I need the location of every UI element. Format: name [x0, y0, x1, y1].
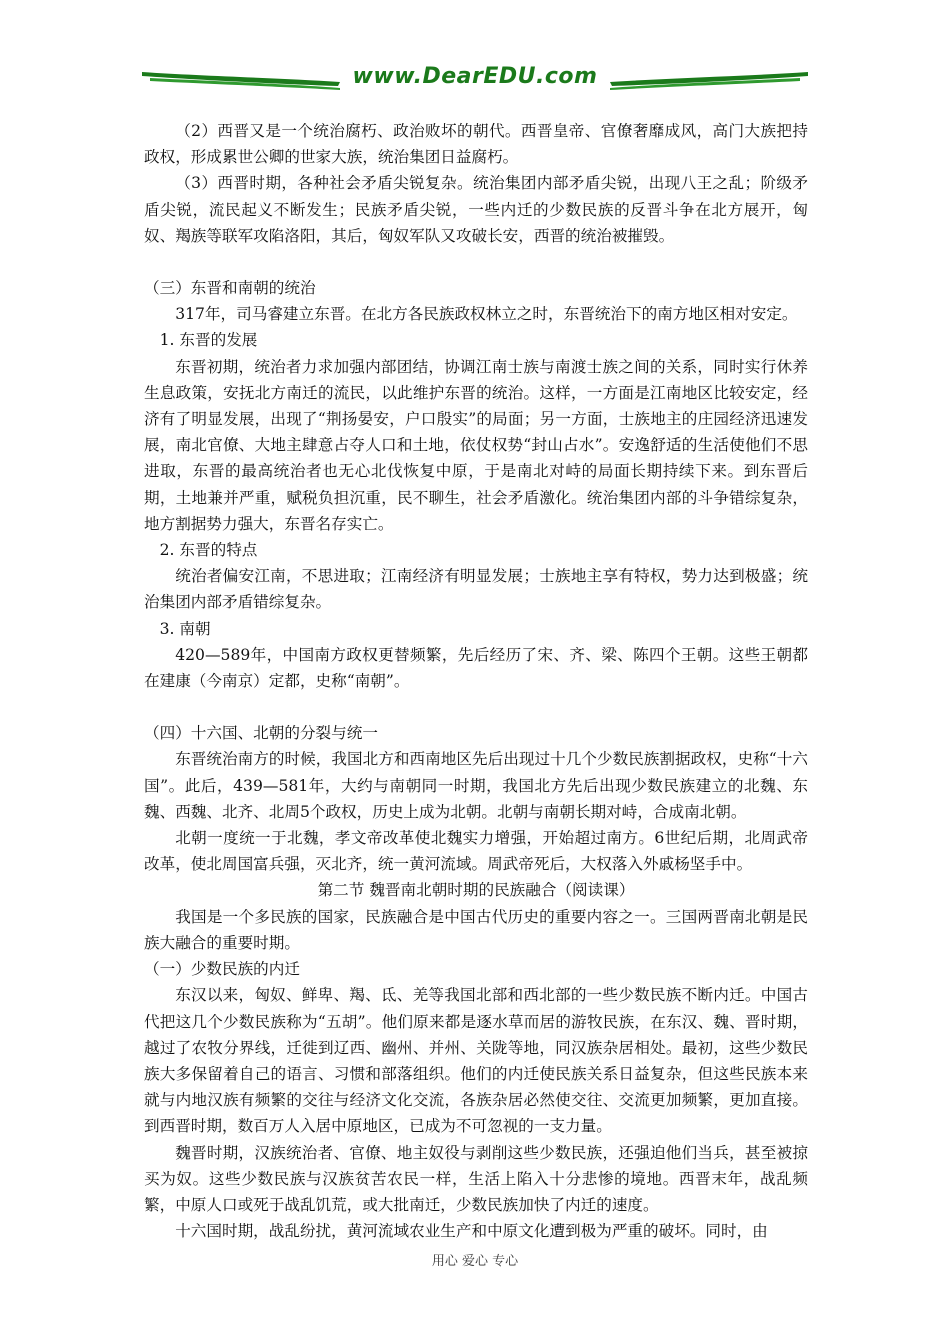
- paragraph: 魏晋时期，汉族统治者、官僚、地主奴役与剥削这些少数民族，还强迫他们当兵，甚至被掠买为奴。这些少数民族与汉族贫苦农民一样，生活上陷入十分悲惨的境地。西晋末年，战乱频繁，中原人口或死于战乱饥荒，或大批南迁，少数民族加快了内迁的速度。: [144, 1143, 808, 1214]
- paragraph: 我国是一个多民族的国家，民族融合是中国古代历史的重要内容之一。三国两晋南北朝是民族大融合的重要时期。: [144, 907, 808, 952]
- paragraph: 东汉以来，匈奴、鲜卑、羯、氐、羌等我国北部和西北部的一些少数民族不断内迁。中国古代把这几个少数民族称为“五胡”。他们原来都是逐水草而居的游牧民族，在东汉、魏、晋时期，越过了农牧分界线，迁徙到辽西、幽州、并州、关陇等地，同汉族杂居相处。最初，这些少数民族大多保留着自己的语言、习惯和部落组织。他们的内迁使民族关系日益复杂，但这些民族本来就与内地汉族有频繁的交往与经济文化交流，各族杂居必然使交往、交流更加频繁，更加直接。到西晋时期，数百万人入居中原地区，已成为不可忽视的一支力量。: [144, 986, 808, 1136]
- paragraph: 十六国时期，战乱纷扰，黄河流域农业生产和中原文化遭到极为严重的破坏。同时，由: [175, 1222, 768, 1241]
- site-header: [140, 62, 810, 96]
- paragraph: （2）西晋又是一个统治腐朽、政治败坏的朝代。西晋皇帝、官僚奢靡成风，高门大族把持政权，形成累世公卿的世家大族，统治集团日益腐朽。: [144, 122, 808, 167]
- subheading: 2. 东晋的特点: [159, 541, 258, 560]
- page-footer: 用心 爱心 专心: [431, 1254, 519, 1269]
- paragraph: 317年，司马睿建立东晋。在北方各民族政权林立之时，东晋统治下的南方地区相对安定。: [175, 305, 798, 324]
- section-heading: （一）少数民族的内迁: [144, 960, 300, 979]
- paragraph: 东晋统治南方的时候，我国北方和西南地区先后出现过十几个少数民族割据政权，史称“十六国”。此后，439—581年，大约与南朝同一时期，我国北方先后出现少数民族建立的北魏、东魏、西魏、北齐、北周5个政权，历史上成为北朝。北朝与南朝长期对峙，合成南北朝。: [144, 750, 808, 821]
- chapter-title: 第二节 魏晋南北朝时期的民族融合（阅读课）: [317, 881, 635, 900]
- subheading: 3. 南朝: [159, 619, 211, 638]
- subheading: 1. 东晋的发展: [159, 331, 258, 350]
- document-body: [144, 118, 808, 1244]
- section-heading: （三）东晋和南朝的统治: [144, 279, 316, 298]
- paragraph: 420—589年，中国南方政权更替频繁，先后经历了宋、齐、梁、陈四个王朝。这些王朝都在建康（今南京）定都，史称“南朝”。: [144, 645, 808, 691]
- paragraph: 统治者偏安江南，不思进取；江南经济有明显发展；士族地主享有特权，势力达到极盛；统治集团内部矛盾错综复杂。: [144, 567, 808, 612]
- section-heading: （四）十六国、北朝的分裂与统一: [144, 724, 378, 743]
- paragraph: 北朝一度统一于北魏，孝文帝改革使北魏实力增强，开始超过南方。6世纪后期，北周武帝改革，使北周国富兵强，灭北齐，统一黄河流域。周武帝死后，大权落入外戚杨坚手中。: [144, 829, 808, 874]
- paragraph: 东晋初期，统治者力求加强内部团结，协调江南士族与南渡士族之间的关系，同时实行休养生息政策，安抚北方南迁的流民，以此维护东晋的统治。这样，一方面是江南地区比较安定，经济有了明显发展，出现了“荆扬晏安，户口殷实”的局面；另一方面，士族地主的庄园经济迅速发展，南北官僚、大地主肆意占夺人口和土地，依仗权势“封山占水”。安逸舒适的生活使他们不思进取，东晋的最高统治者也无心北伐恢复中原，于是南北对峙的局面长期持续下来。到东晋后期，土地兼并严重，赋税负担沉重，民不聊生，社会矛盾激化。统治集团内部的斗争错综复杂，地方割据势力强大，东晋名存实亡。: [144, 357, 808, 533]
- site-logo-text[interactable]: www.DearEDU.com: [352, 64, 598, 89]
- paragraph: （3）西晋时期，各种社会矛盾尖锐复杂。统治集团内部矛盾尖锐，出现八王之乱；阶级矛盾尖锐，流民起义不断发生；民族矛盾尖锐，一些内迁的少数民族的反晋斗争在北方展开，匈奴、羯族等联军攻陷洛阳，其后，匈奴军队又攻破长安，西晋的统治被摧毁。: [144, 174, 808, 245]
